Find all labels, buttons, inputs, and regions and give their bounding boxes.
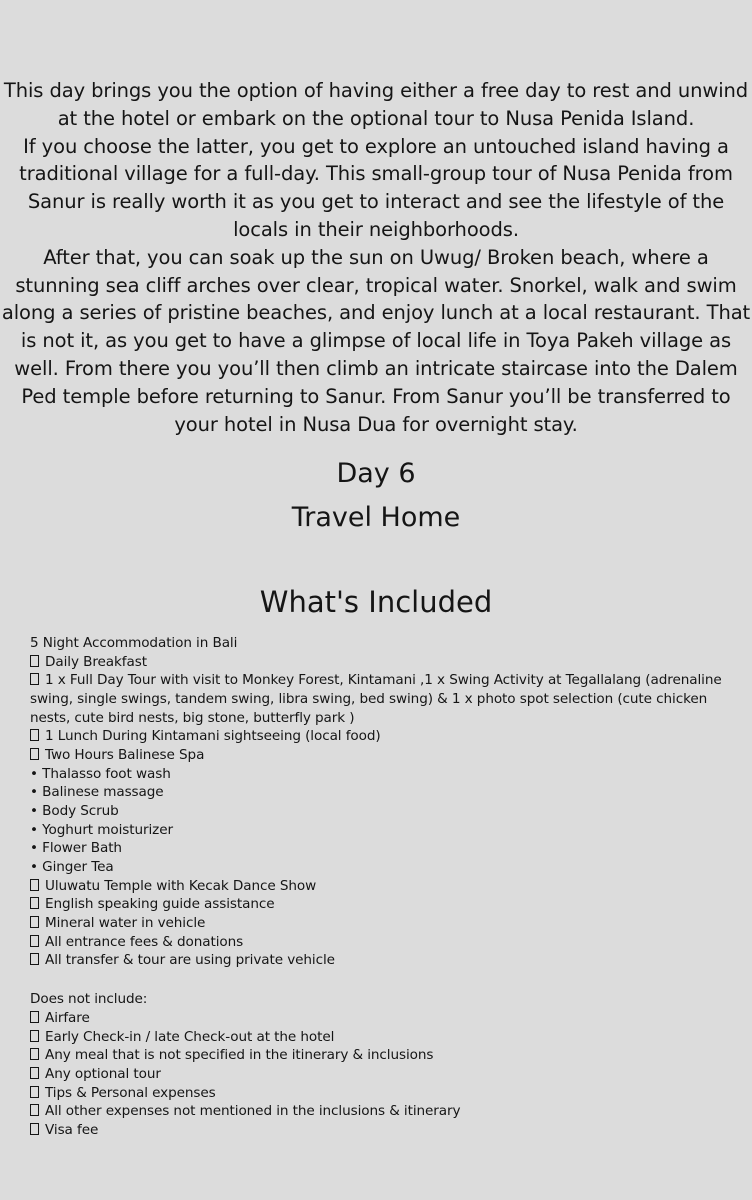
spa-item: • Ginger Tea [30, 858, 114, 875]
spa-item: • Thalasso foot wash [30, 765, 171, 782]
list-item: Early Check-in / late Check-out at the hotel [30, 1028, 742, 1047]
checkbox-icon [30, 1086, 39, 1098]
spa-item: • Balinese massage [30, 784, 164, 801]
list-item: Airfare [30, 1009, 742, 1028]
list-item: All entrance fees & donations [30, 933, 742, 952]
spa-item: • Flower Bath [30, 840, 122, 857]
day-title-heading: Travel Home [291, 502, 461, 533]
list-item: Any optional tour [30, 1065, 742, 1084]
checkbox-icon [30, 1067, 39, 1079]
list-item: English speaking guide assistance [30, 895, 742, 914]
list-item: Daily Breakfast [30, 653, 742, 672]
spa-item: • Yoghurt moisturizer [30, 821, 173, 838]
checkbox-icon [30, 655, 39, 667]
list-item: Visa fee [30, 1121, 742, 1140]
checkbox-icon [30, 1104, 39, 1116]
checkbox-icon [30, 953, 39, 965]
spa-item: • Body Scrub [30, 802, 119, 819]
checkbox-icon [30, 729, 39, 741]
checkbox-icon [30, 1011, 39, 1023]
list-item: All transfer & tour are using private vehicle [30, 951, 742, 970]
whats-included-heading: What's Included [259, 585, 493, 619]
checkbox-icon [30, 1030, 39, 1042]
intro-paragraph-1: This day brings you the option of having either a free day to rest and unwind at the hotel or embark on the optional tour to Nusa Penida Island. [3, 79, 749, 130]
list-item: 5 Night Accommodation in Bali [30, 635, 238, 651]
list-item: Mineral water in vehicle [30, 914, 742, 933]
inclusions-list [30, 634, 742, 1140]
intro-paragraph-2: If you choose the latter, you get to explore an untouched island having a traditional village for a full-day. This small-group tour of Nusa Penida from Sanur is really worth it as you get to interact and see the lifestyle of the locals in their neighborhoods. [19, 134, 733, 241]
section-spacer [30, 970, 742, 991]
list-item: Uluwatu Temple with Kecak Dance Show [30, 877, 742, 896]
checkbox-icon [30, 897, 39, 909]
list-item: Any meal that is not specified in the itinerary & inclusions [30, 1046, 742, 1065]
checkbox-icon [30, 916, 39, 928]
checkbox-icon [30, 748, 39, 760]
intro-text [0, 77, 752, 438]
intro-paragraph-3: After that, you can soak up the sun on Uwug/ Broken beach, where a stunning sea cliff arches over clear, tropical water. Snorkel, walk and swim along a series of pristine beaches, and enjoy lunch at a local restaurant. That is not it, as you get to have a glimpse of local life in Toya Pakeh village as well. From there you you’ll then climb an intricate staircase into the Dalem Ped temple before returning to Sanur. From Sanur you’ll be transferred to your hotel in Nusa Dua for overnight stay. [1, 245, 751, 436]
list-item: Tips & Personal expenses [30, 1084, 742, 1103]
checkbox-icon [30, 1048, 39, 1060]
checkbox-icon [30, 879, 39, 891]
checkbox-icon [30, 935, 39, 947]
list-item: 1 Lunch During Kintamani sightseeing (local food) [30, 727, 742, 746]
exclusions-heading: Does not include: [30, 991, 148, 1008]
checkbox-icon [30, 673, 39, 685]
list-item: All other expenses not mentioned in the inclusions & itinerary [30, 1102, 742, 1121]
list-item: Two Hours Balinese Spa [30, 746, 742, 765]
list-item: 1 x Full Day Tour with visit to Monkey Forest, Kintamani ,1 x Swing Activity at Tegallalang (adrenaline swing, single swings, tandem swing, libra swing, bed swing) & 1 x photo spot selection (cute chicken nests, cute bird nests, big stone, butterfly park ) [30, 672, 722, 726]
day-number-heading: Day 6 [336, 458, 416, 489]
checkbox-icon [30, 1123, 39, 1135]
